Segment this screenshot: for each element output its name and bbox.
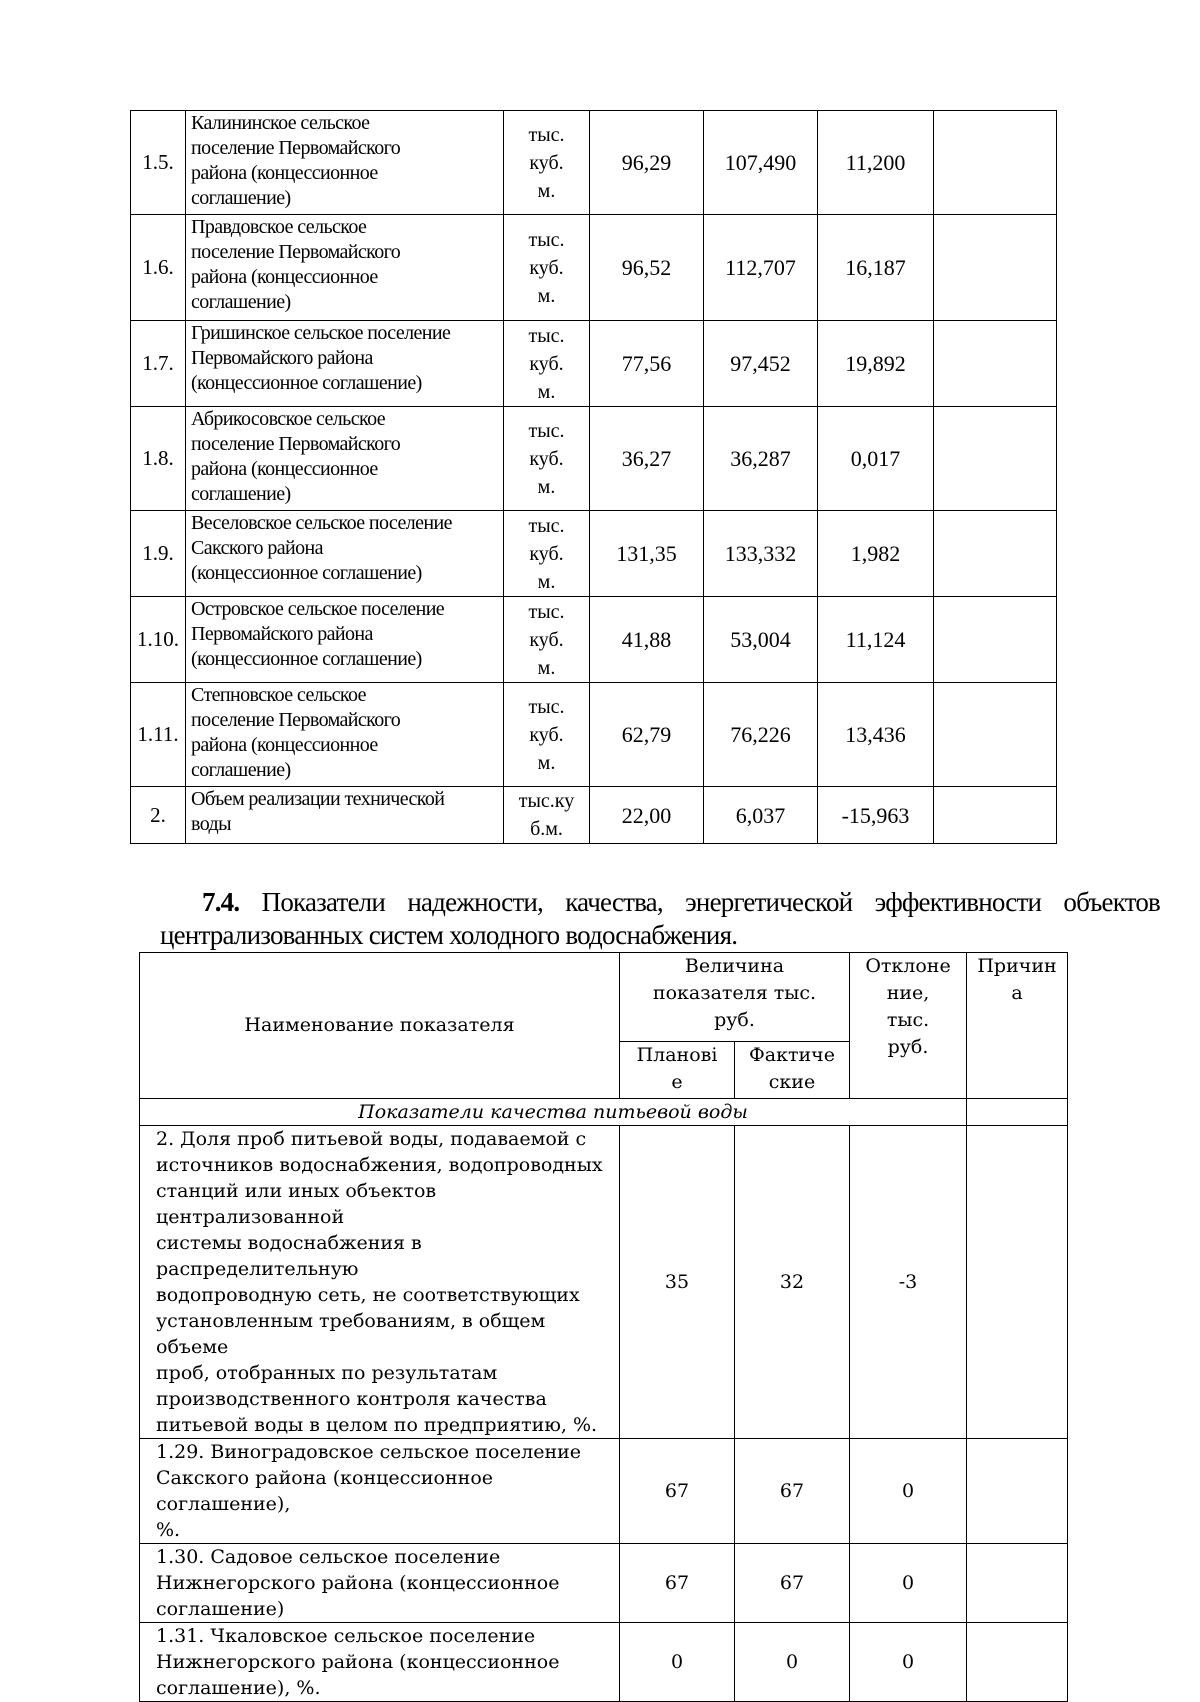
- indicator-line: 1.31. Чкаловское сельское поселение: [156, 1625, 536, 1647]
- row-plan-value: 36,27: [590, 407, 704, 511]
- row-unit-line: тыс.: [528, 324, 565, 347]
- row-unit-line: тыс.: [528, 695, 565, 718]
- row-name-line: района (концессионное: [191, 266, 378, 288]
- row-name-line: Сакского района: [191, 537, 323, 559]
- table-row: [131, 215, 1057, 321]
- quality-indicators-table: [139, 952, 1068, 1702]
- header-reason: Причин а: [967, 953, 1068, 1099]
- indicator-reason-empty: [967, 1544, 1068, 1623]
- indicator-line: соглашение), %.: [156, 1677, 321, 1699]
- row-number: 2.: [131, 787, 186, 844]
- indicator-deviation: 0: [850, 1544, 967, 1623]
- row-unit: [504, 787, 590, 844]
- row-fact-value: 97,452: [704, 321, 818, 407]
- row-deviation-value: 0,017: [818, 407, 934, 511]
- row-name: [186, 111, 504, 215]
- row-plan-value: 62,79: [590, 683, 704, 787]
- row-plan-value: 96,52: [590, 215, 704, 321]
- indicator-line: соглашение): [156, 1598, 285, 1620]
- row-reason-empty: [934, 407, 1057, 511]
- indicator-name: [140, 1439, 620, 1544]
- row-unit-line: куб.: [529, 256, 564, 279]
- row-plan-value: 22,00: [590, 787, 704, 844]
- row-name-line: Первомайского района: [191, 347, 373, 369]
- indicator-actual: 67: [735, 1439, 850, 1544]
- indicator-line: водопроводную сеть, не соответствующих: [156, 1284, 580, 1306]
- row-fact-value: 36,287: [704, 407, 818, 511]
- row-deviation-value: 1,982: [818, 511, 934, 597]
- indicator-line: Сакского района (концессионное соглашение),: [156, 1467, 493, 1515]
- table-row: [131, 321, 1057, 407]
- row-fact-value: 107,490: [704, 111, 818, 215]
- row-name-line: Калининское сельское: [191, 112, 370, 134]
- row-unit-line: тыс.: [528, 419, 565, 442]
- table-row: [140, 1439, 1068, 1544]
- water-volume-table: [130, 110, 1057, 844]
- table-row: [140, 1544, 1068, 1623]
- row-name-line: соглашение): [191, 759, 291, 781]
- row-name-line: (концессионное соглашение): [191, 648, 422, 670]
- indicator-reason-empty: [967, 1623, 1068, 1702]
- indicator-actual: 67: [735, 1544, 850, 1623]
- indicator-name: [140, 1544, 620, 1623]
- indicator-deviation: 0: [850, 1623, 967, 1702]
- row-number: 1.7.: [131, 321, 186, 407]
- row-reason-empty: [934, 511, 1057, 597]
- row-name-line: поселение Первомайского: [191, 241, 401, 263]
- table-row: [131, 511, 1057, 597]
- row-unit-line: тыс.: [528, 514, 565, 537]
- row-name-line: соглашение): [191, 483, 291, 505]
- indicator-line: 1.30. Садовое сельское поселение: [156, 1546, 501, 1568]
- row-unit-line: куб.: [529, 447, 564, 470]
- table-row: [131, 111, 1057, 215]
- row-unit-line: м.: [537, 751, 556, 774]
- row-name-line: района (концессионное: [191, 458, 378, 480]
- row-unit-line: м.: [537, 475, 556, 498]
- table-row: [131, 597, 1057, 683]
- row-name: [186, 215, 504, 321]
- row-reason-empty: [934, 321, 1057, 407]
- row-deviation-value: 19,892: [818, 321, 934, 407]
- indicator-planned: 0: [620, 1623, 735, 1702]
- indicator-actual: 32: [735, 1126, 850, 1439]
- indicator-line: Нижнегорского района (концессионное: [156, 1572, 560, 1594]
- indicator-line: установленным требованиям, в общем объеме: [156, 1310, 546, 1358]
- table-row: [140, 1126, 1068, 1439]
- row-name-line: Веселовское сельское поселение: [191, 512, 452, 534]
- row-unit-line: м.: [537, 656, 556, 679]
- header-indicator-name: Наименование показателя: [140, 953, 620, 1099]
- indicator-line: производственного контроля качества: [156, 1388, 547, 1410]
- indicator-planned: 35: [620, 1126, 735, 1439]
- row-unit-line: куб.: [529, 352, 564, 375]
- row-unit-line: тыс.: [528, 600, 565, 623]
- table-row: [131, 407, 1057, 511]
- indicator-actual: 0: [735, 1623, 850, 1702]
- row-deviation-value: 13,436: [818, 683, 934, 787]
- row-unit: [504, 111, 590, 215]
- indicator-line: 1.29. Виноградовское сельское поселение: [156, 1441, 582, 1463]
- row-name-line: воды: [191, 813, 231, 835]
- row-number: 1.11.: [131, 683, 186, 787]
- row-reason-empty: [934, 111, 1057, 215]
- row-fact-value: 6,037: [704, 787, 818, 844]
- row-name-line: соглашение): [191, 187, 291, 209]
- row-name-line: района (концессионное: [191, 162, 378, 184]
- row-name: [186, 321, 504, 407]
- row-unit-line: тыс.: [528, 228, 565, 251]
- row-reason-empty: [934, 597, 1057, 683]
- row-unit-line: м.: [537, 570, 556, 593]
- indicator-reason-empty: [967, 1439, 1068, 1544]
- section-title-line1: Показатели надежности, качества, энергетической эффективности объектов: [261, 887, 1160, 917]
- row-plan-value: 96,29: [590, 111, 704, 215]
- indicator-line: источников водоснабжения, водопроводных: [156, 1154, 603, 1176]
- row-number: 1.5.: [131, 111, 186, 215]
- indicator-deviation: -3: [850, 1126, 967, 1439]
- indicator-line: питьевой воды в целом по предприятию, %.: [156, 1414, 598, 1436]
- row-name-line: Гришинское сельское поселение: [191, 322, 451, 344]
- row-name-line: (концессионное соглашение): [191, 372, 422, 394]
- row-unit-line: куб.: [529, 628, 564, 651]
- indicator-deviation: 0: [850, 1439, 967, 1544]
- header-planned: Планові е: [620, 1042, 735, 1099]
- row-name: [186, 683, 504, 787]
- indicator-line: 2. Доля проб питьевой воды, подаваемой с: [156, 1128, 587, 1150]
- row-reason-empty: [934, 215, 1057, 321]
- row-deviation-value: 11,124: [818, 597, 934, 683]
- header-actual: Фактиче ские: [735, 1042, 850, 1099]
- row-name-line: Правдовское сельское: [191, 216, 367, 238]
- indicator-line: Нижнегорского района (концессионное: [156, 1651, 560, 1673]
- row-number: 1.8.: [131, 407, 186, 511]
- row-reason-empty: [934, 683, 1057, 787]
- header-deviation: Отклоне ние, тыс. руб.: [850, 953, 967, 1099]
- row-unit: [504, 683, 590, 787]
- row-name-line: (концессионное соглашение): [191, 562, 422, 584]
- row-unit: [504, 215, 590, 321]
- row-fact-value: 53,004: [704, 597, 818, 683]
- indicator-line: %.: [156, 1519, 181, 1541]
- row-plan-value: 77,56: [590, 321, 704, 407]
- row-name-line: поселение Первомайского: [191, 137, 401, 159]
- row-fact-value: 76,226: [704, 683, 818, 787]
- row-unit-line: б.м.: [530, 818, 563, 840]
- row-reason-empty: [934, 787, 1057, 844]
- row-name-line: Объем реализации технической: [191, 788, 445, 810]
- row-name: [186, 597, 504, 683]
- indicator-planned: 67: [620, 1544, 735, 1623]
- table-row: [131, 683, 1057, 787]
- row-name-line: Островское сельское поселение: [191, 598, 445, 620]
- indicator-line: проб, отобранных по результатам: [156, 1362, 498, 1384]
- section-title-line2: централизованных систем холодного водоснабжения.: [160, 920, 738, 950]
- indicator-line: станций или иных объектов централизованной: [156, 1180, 437, 1228]
- row-unit: [504, 407, 590, 511]
- header-value-group: Величина показателя тыс. руб.: [620, 953, 850, 1042]
- indicator-name: [140, 1126, 620, 1439]
- row-name-line: соглашение): [191, 291, 291, 313]
- section-row-drinking-water: Показатели качества питьевой воды: [140, 1099, 967, 1126]
- section-heading: [160, 886, 1160, 952]
- row-name-line: района (концессионное: [191, 734, 378, 756]
- table-row: [140, 1623, 1068, 1702]
- row-unit-line: куб.: [529, 723, 564, 746]
- indicator-line: системы водоснабжения в распределительную: [156, 1232, 422, 1280]
- indicator-planned: 67: [620, 1439, 735, 1544]
- row-unit-line: м.: [537, 284, 556, 307]
- indicator-name: [140, 1623, 620, 1702]
- row-name: [186, 787, 504, 844]
- row-number: 1.6.: [131, 215, 186, 321]
- row-name: [186, 407, 504, 511]
- row-name-line: поселение Первомайского: [191, 433, 401, 455]
- row-unit-line: м.: [537, 179, 556, 202]
- table-row: [131, 787, 1057, 844]
- row-deviation-value: 16,187: [818, 215, 934, 321]
- row-number: 1.9.: [131, 511, 186, 597]
- row-number: 1.10.: [131, 597, 186, 683]
- row-fact-value: 112,707: [704, 215, 818, 321]
- row-unit-line: куб.: [529, 151, 564, 174]
- row-name-line: поселение Первомайского: [191, 709, 401, 731]
- row-unit: [504, 597, 590, 683]
- row-unit: [504, 511, 590, 597]
- row-fact-value: 133,332: [704, 511, 818, 597]
- row-unit-line: тыс.: [528, 123, 565, 146]
- row-name-line: Абрикосовское сельское: [191, 408, 386, 430]
- section-row-empty-cell: [967, 1099, 1068, 1126]
- section-number: 7.4.: [202, 887, 240, 917]
- row-unit-line: тыс.ку: [518, 790, 575, 812]
- row-name-line: Степновское сельское: [191, 684, 366, 706]
- row-name: [186, 511, 504, 597]
- row-name-line: Первомайского района: [191, 623, 373, 645]
- row-unit-line: м.: [537, 380, 556, 403]
- indicator-reason-empty: [967, 1126, 1068, 1439]
- row-unit: [504, 321, 590, 407]
- row-plan-value: 131,35: [590, 511, 704, 597]
- row-plan-value: 41,88: [590, 597, 704, 683]
- row-unit-line: куб.: [529, 542, 564, 565]
- row-deviation-value: -15,963: [818, 787, 934, 844]
- row-deviation-value: 11,200: [818, 111, 934, 215]
